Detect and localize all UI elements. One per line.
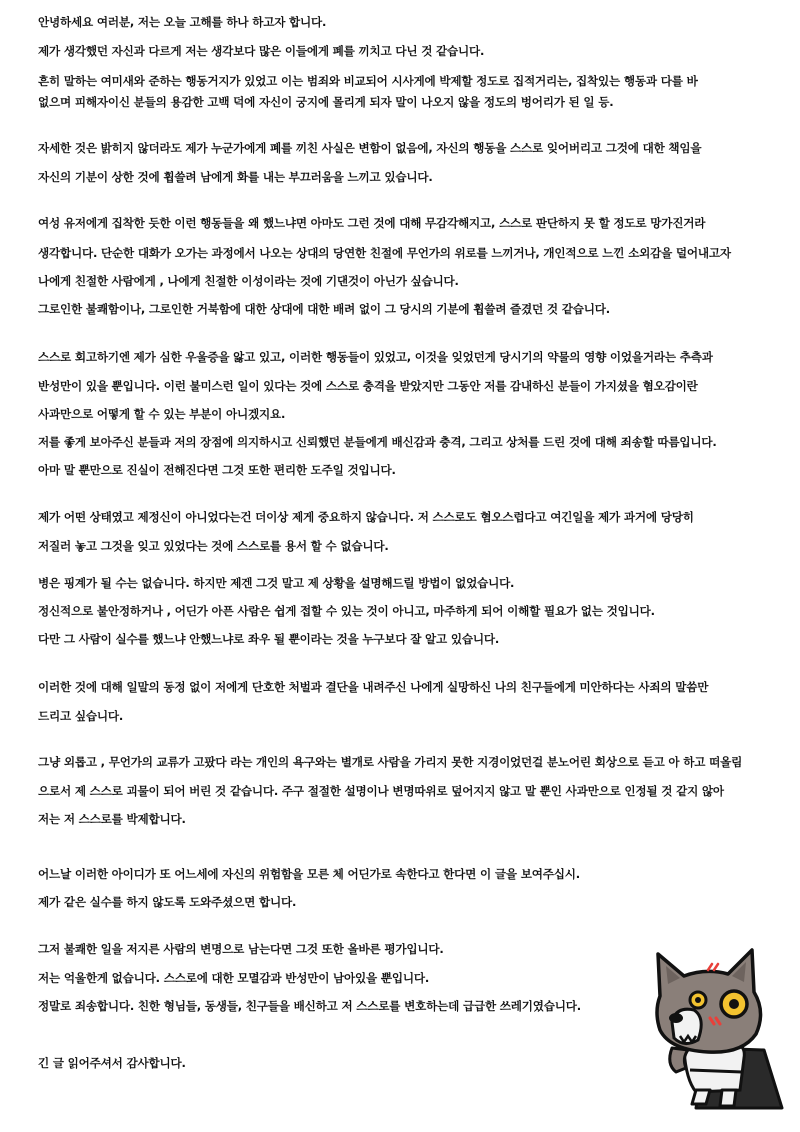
text-line: 제가 어떤 상태였고 제정신이 아니었다는건 더이상 제게 중요하지 않습니다. 저 스스로도 혐오스럽다고 여긴일을 제가 과거에 당당히 bbox=[38, 510, 694, 524]
text-line: 흔히 말하는 여미새와 준하는 행동거지가 있었고 이는 범죄와 비교되어 시사게에 박제할 정도로 집적거리는, 집착있는 행동과 다를 바 bbox=[38, 74, 698, 88]
text-line: 저는 저 스스로를 박제합니다. bbox=[38, 812, 186, 826]
text-line: 다만 그 사람이 실수를 했느냐 안했느냐로 좌우 될 뿐이라는 것을 누구보다 잘 알고 있습니다. bbox=[38, 632, 500, 646]
text-line: 반성만이 있을 뿐입니다. 이런 불미스런 일이 있다는 것에 스스로 충격을 받았지만 그동안 저를 감내하신 분들이 가지셨을 혐오감이란 bbox=[38, 379, 698, 393]
text-line: 없으며 피해자이신 분들의 용감한 고백 덕에 자신이 궁지에 몰리게 되자 말이 나오지 않을 정도의 벙어리가 된 일 등. bbox=[38, 95, 614, 109]
text-line: 드리고 싶습니다. bbox=[38, 709, 124, 723]
text-line: 긴 글 읽어주셔서 감사합니다. bbox=[38, 1056, 186, 1070]
text-line: 정말로 죄송합니다. 친한 형님들, 동생들, 친구들을 배신하고 저 스스로를 변호하는데 급급한 쓰레기였습니다. bbox=[38, 999, 582, 1013]
text-line: 으로서 제 스스로 괴물이 되어 버린 것 같습니다. 주구 절절한 설명이나 변명따위로 덮어지지 않고 말 뿐인 사과만으로 인정될 것 같지 않아 bbox=[38, 784, 724, 798]
text-line: 제가 같은 실수를 하지 않도록 도와주셨으면 합니다. bbox=[38, 895, 297, 909]
text-line: 스스로 회고하기엔 제가 심한 우울증을 앓고 있고, 이러한 행동들이 있었고, 이것을 잊었던게 당시기의 약물의 영향 이었을거라는 추측과 bbox=[38, 350, 713, 364]
text-line: 저를 좋게 보아주신 분들과 저의 장점에 의지하시고 신뢰했던 분들에게 배신감과 충격, 그리고 상처를 드린 것에 대해 죄송할 따름입니다. bbox=[38, 435, 717, 449]
text-line: 그냥 외롭고 , 무언가의 교류가 고팠다 라는 개인의 욕구와는 별개로 사람을 가리지 못한 지경이었던걸 분노어린 회상으로 듣고 아 하고 떠올림 bbox=[38, 755, 743, 769]
text-line: 여성 유저에게 집착한 듯한 이런 행동들을 왜 했느냐면 아마도 그런 것에 대해 무감각해지고, 스스로 판단하지 못 할 정도로 망가진거라 bbox=[38, 216, 706, 230]
text-line: 저질러 놓고 그것을 잊고 있었다는 것에 스스로를 용서 할 수 없습니다. bbox=[38, 539, 389, 553]
text-line: 자세한 것은 밝히지 않더라도 제가 누군가에게 폐를 끼친 사실은 변함이 없음에, 자신의 행동을 스스로 잊어버리고 그것에 대한 책임을 bbox=[38, 141, 702, 155]
text-line: 생각합니다. 단순한 대화가 오가는 과정에서 나오는 상대의 당연한 친절에 무언가의 위로를 느끼거나, 개인적으로 느낀 소외감을 덜어내고자 bbox=[38, 246, 731, 260]
text-line: 나에게 친절한 사람에게 , 나에게 친절한 이성이라는 것에 기댄것이 아닌가 싶습니다. bbox=[38, 274, 459, 288]
wolf-mascot-icon bbox=[636, 940, 786, 1110]
text-line: 그저 불쾌한 일을 저지른 사람의 변명으로 남는다면 그것 또한 올바른 평가입니다. bbox=[38, 942, 444, 956]
text-line: 안녕하세요 여러분, 저는 오늘 고해를 하나 하고자 합니다. bbox=[38, 15, 327, 29]
text-line: 아마 말 뿐만으로 진실이 전해진다면 그것 또한 편리한 도주일 것입니다. bbox=[38, 463, 396, 477]
text-line: 제가 생각했던 자신과 다르게 저는 생각보다 많은 이들에게 폐를 끼치고 다닌 것 같습니다. bbox=[38, 44, 485, 58]
text-line: 이러한 것에 대해 일말의 동정 없이 저에게 단호한 처벌과 결단을 내려주신 나에게 실망하신 나의 친구들에게 미안하다는 사죄의 말씀만 bbox=[38, 680, 709, 694]
text-line: 병은 핑계가 될 수는 없습니다. 하지만 제겐 그것 말고 제 상황을 설명해드릴 방법이 없었습니다. bbox=[38, 576, 515, 590]
text-line: 저는 억울한게 없습니다. 스스로에 대한 모멸감과 반성만이 남아있을 뿐입니다. bbox=[38, 971, 430, 985]
text-line: 정신적으로 불안정하거나 , 어딘가 아픈 사람은 쉽게 접할 수 있는 것이 아니고, 마주하게 되어 이해할 필요가 없는 것입니다. bbox=[38, 604, 655, 618]
text-line: 사과만으로 어떻게 할 수 있는 부분이 아니겠지요. bbox=[38, 407, 286, 421]
text-line: 어느날 이러한 아이디가 또 어느세에 자신의 위험함을 모른 체 어딘가로 속한다고 한다면 이 글을 보여주십시. bbox=[38, 867, 580, 881]
text-line: 자신의 기분이 상한 것에 휩쓸려 남에게 화를 내는 부끄러움을 느끼고 있습니다. bbox=[38, 170, 433, 184]
text-line: 그로인한 불쾌함이나, 그로인한 거북함에 대한 상대에 대한 배려 없이 그 당시의 기분에 휩쓸려 즐겼던 것 같습니다. bbox=[38, 302, 610, 316]
